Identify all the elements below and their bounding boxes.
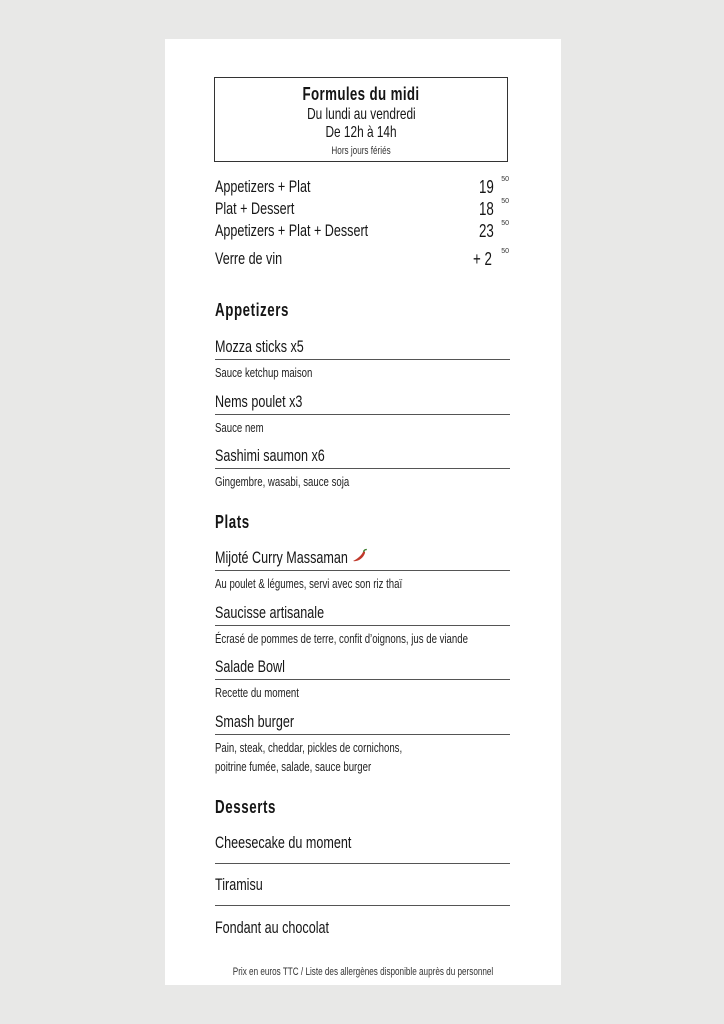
menu-item-description: Pain, steak, cheddar, pickles de cornichons, poitrine fumée, salade, sauce burger <box>215 740 403 774</box>
menu-item-description: Écrasé de pommes de terre, confit d’oignons, jus de viande <box>215 631 468 646</box>
item-divider <box>215 414 510 415</box>
header-note: Hors jours fériés <box>331 145 391 157</box>
formula-price: 19 <box>478 177 494 197</box>
header-hours: De 12h à 14h <box>325 124 397 141</box>
item-divider <box>215 734 510 735</box>
menu-item-name: Nems poulet x3 <box>215 392 303 411</box>
section-title-desserts: Desserts <box>215 797 277 817</box>
item-divider <box>215 468 510 469</box>
menu-item-name: Tiramisu <box>215 875 263 894</box>
menu-item-description: Sauce nem <box>215 420 264 435</box>
formula-name: Appetizers + Plat + Dessert <box>215 221 369 240</box>
formula-name: Plat + Dessert <box>215 199 295 218</box>
menu-item-name: Mijoté Curry Massaman <box>215 548 510 569</box>
formula-row <box>215 177 509 199</box>
menu-item-name: Fondant au chocolat <box>215 918 330 937</box>
item-divider <box>215 679 510 680</box>
section-title-appetizers: Appetizers <box>215 300 290 320</box>
menu-item-description: Recette du moment <box>215 685 299 700</box>
menu-sheet <box>165 39 561 985</box>
formula-price: 18 <box>478 199 494 219</box>
header-days: Du lundi au vendredi <box>306 106 416 123</box>
formula-row-wine <box>215 249 509 271</box>
formula-cents: 50 <box>501 176 509 183</box>
formula-name: Verre de vin <box>215 249 283 268</box>
menu-item-description: Gingembre, wasabi, sauce soja <box>215 474 350 489</box>
menu-item-name: Smash burger <box>215 712 295 731</box>
menu-item-name: Salade Bowl <box>215 657 285 676</box>
formula-price: + 2 <box>473 249 493 269</box>
formula-price: 23 <box>478 221 494 241</box>
formula-cents: 50 <box>501 198 509 205</box>
formula-cents: 50 <box>501 220 509 227</box>
chili-pepper-icon <box>351 548 369 569</box>
formula-row <box>215 221 509 243</box>
footer-note: Prix en euros TTC / Liste des allergènes disponible auprès du personnel <box>232 966 494 978</box>
item-divider <box>215 625 510 626</box>
formula-name: Appetizers + Plat <box>215 177 311 196</box>
item-divider <box>215 905 510 906</box>
formula-row <box>215 199 509 221</box>
lunch-formula-header-box <box>214 77 508 162</box>
formula-cents: 50 <box>501 248 509 255</box>
menu-item-description: Sauce ketchup maison <box>215 365 313 380</box>
item-divider <box>215 863 510 864</box>
menu-item-name: Mozza sticks x5 <box>215 337 304 356</box>
menu-item-name: Cheesecake du moment <box>215 833 352 852</box>
item-divider <box>215 570 510 571</box>
header-title: Formules du midi <box>302 84 420 104</box>
item-divider <box>215 359 510 360</box>
menu-item-name: Sashimi saumon x6 <box>215 446 325 465</box>
menu-item-name: Saucisse artisanale <box>215 603 325 622</box>
menu-item-description: Au poulet & légumes, servi avec son riz thaï <box>215 576 403 591</box>
section-title-plats: Plats <box>215 512 250 532</box>
